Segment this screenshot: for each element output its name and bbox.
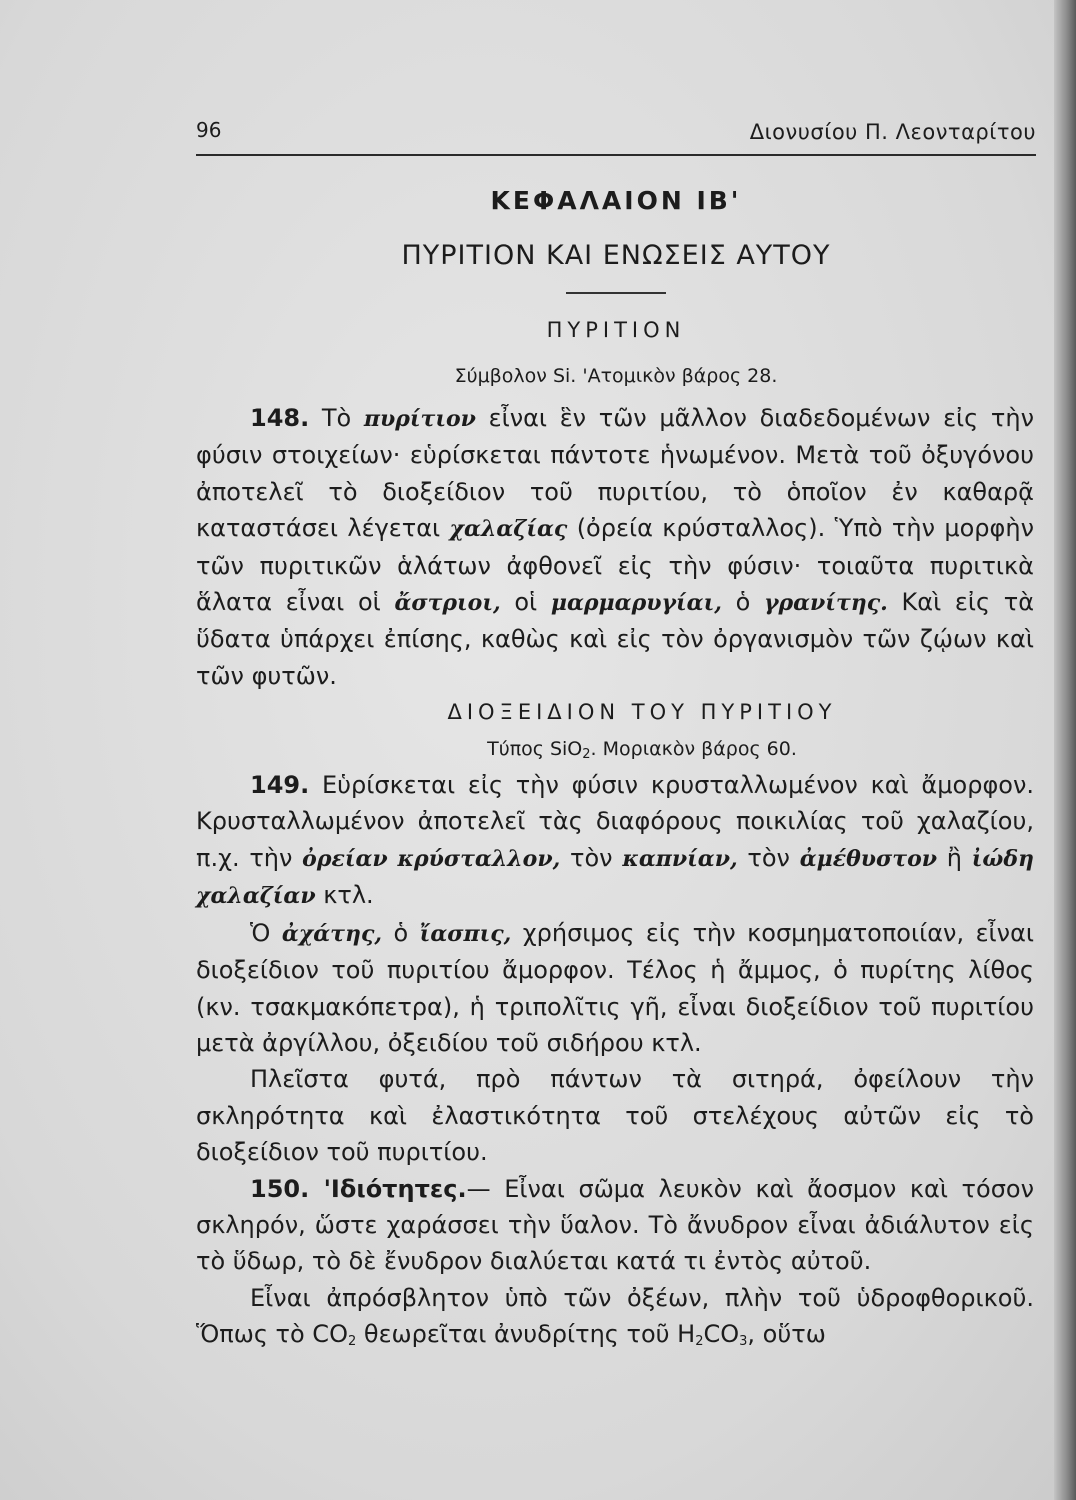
section-heading-dioxeidio: ΔΙΟΞΕΙΔΙΟΝ ΤΟΥ ΠΥΡΙΤΙΟΥ [447, 700, 837, 725]
term: μαρμαρυγίαι, [550, 590, 722, 617]
term: ἀχάτης, [281, 920, 383, 947]
term: ἄστριοι, [394, 590, 501, 617]
paragraph-149-agate: Ὁ ἀχάτης, ὁ ἴασπις, χρήσιμος εἰς τὴν κοσμηματοποιίαν, εἶναι διοξείδιον τοῦ πυριτίου ἄμορφον. Τέλος ἡ ἄμμος, ὁ πυρίτης λίθος (κν. τσακμακόπετρα), ἡ τριπολῖτις γῆ, εἶναι διοξείδιον τοῦ πυριτίου μετὰ ἀργίλλου, ὀξειδίου τοῦ σιδήρου κτλ. [196, 918, 1035, 1057]
page-number: 96 [196, 118, 222, 142]
chapter-heading: ΚΕΦΑΛΑΙΟΝ ΙΒ' [490, 186, 742, 215]
paragraph-number: 149. [250, 771, 310, 800]
term: καπνίαν, [622, 845, 738, 872]
paragraph-number: 148. [250, 404, 310, 432]
term: ὀρείαν κρύσταλλον, [302, 845, 561, 872]
section-caption-dioxeidio: Τύπος SiO$_2$. Μοριακὸν βάρος 60. [487, 737, 797, 762]
term: ἴασπις, [419, 920, 512, 947]
page-edge-shadow [1054, 0, 1076, 1500]
term: ἀμέθυστον [799, 845, 938, 872]
paragraph-148: 148. Τὸ πυρίτιον εἶναι ἓν τῶν μᾶλλον διαδεδομένων εἰς τὴν φύσιν στοιχείων· εὑρίσκεται πάντοτε ἡνωμένον. Μετὰ τοῦ ὀξυγόνου ἀποτελεῖ τὸ διοξείδιον τοῦ πυριτίου, τὸ ὁποῖον ἐν καθαρᾷ καταστάσει λέγεται χαλαζίας (ὀρεία κρύσταλλος). Ὑπὸ τὴν μορφὴν τῶν πυριτικῶν ἁλάτων ἀφθονεῖ εἰς τὴν φύσιν· τοιαῦτα πυριτικὰ ἅλατα εἶναι οἱ ἄστριοι, οἱ μαρμαρυγίαι, ὁ γρανίτης. Καὶ εἰς τὰ ὕδατα ὑπάρχει ἐπίσης, καθὼς καὶ εἰς τὸν ὀργανισμὸν τῶν ζῴων καὶ τῶν φυτῶν. [196, 404, 1035, 690]
term: χαλαζίας [449, 516, 568, 543]
term: ἰώδη χαλαζίαν [196, 845, 1035, 910]
chapter-title: ΠΥΡΙΤΙΟΝ ΚΑΙ ΕΝΩΣΕΙΣ ΑΥΤΟΥ [401, 240, 831, 271]
paragraph-149-plants: Πλεῖστα φυτά, πρὸ πάντων τὰ σιτηρά, ὀφείλουν τὴν σκληρότητα καὶ ἐλαστικότητα τοῦ στελέχους αὐτῶν εἰς τὸ διοξείδιον τοῦ πυριτίου. [196, 1065, 1034, 1167]
paragraph-149: 149. Εὑρίσκεται εἰς τὴν φύσιν κρυσταλλωμένον καὶ ἄμορφον. Κρυσταλλωμένον ἀποτελεῖ τὰς διαφόρους ποικιλίας τοῦ χαλαζίου, π.χ. τὴν ὀρείαν κρύσταλλον, τὸν καπνίαν, τὸν ἀμέθυστον ἢ ἰώδη χαλαζίαν κτλ. [196, 771, 1035, 910]
body-text [196, 400, 1034, 1353]
running-head: Διονυσίου Π. Λεονταρίτου [749, 120, 1036, 144]
paragraph-150: 150. 'Ιδιότητες.— Εἶναι σῶμα λευκὸν καὶ ἄοσμον καὶ τόσον σκληρόν, ὥστε χαράσσει τὴν ὕαλον. Τὸ ἄνυδρον εἶναι ἀδιάλυτον εἰς τὸ ὕδωρ, τὸ δὲ ἔνυδρον διαλύεται κατά τι ἐντὸς αὐτοῦ. [196, 1174, 1034, 1276]
page-header [196, 116, 1036, 156]
paragraph-heading: 'Ιδιότητες. [309, 1174, 467, 1203]
section-caption-pyritio: Σύμβολον Si. 'Ατομικὸν βάρος 28. [454, 365, 778, 387]
term: γρανίτης. [763, 590, 888, 617]
term: πυρίτιον [363, 406, 476, 432]
paragraph-number: 150. [250, 1174, 310, 1203]
section-heading-pyritio: ΠΥΡΙΤΙΟΝ [546, 318, 686, 342]
paragraph-150-acids: Εἶναι ἀπρόσβλητον ὑπὸ τῶν ὀξέων, πλὴν τοῦ ὑδροφθορικοῦ. Ὅπως τὸ $CO_2$ θεωρεῖται ἀνυδρίτης τοῦ $H_2CO_3$, οὕτω [196, 1283, 1034, 1350]
title-rule [566, 292, 666, 294]
